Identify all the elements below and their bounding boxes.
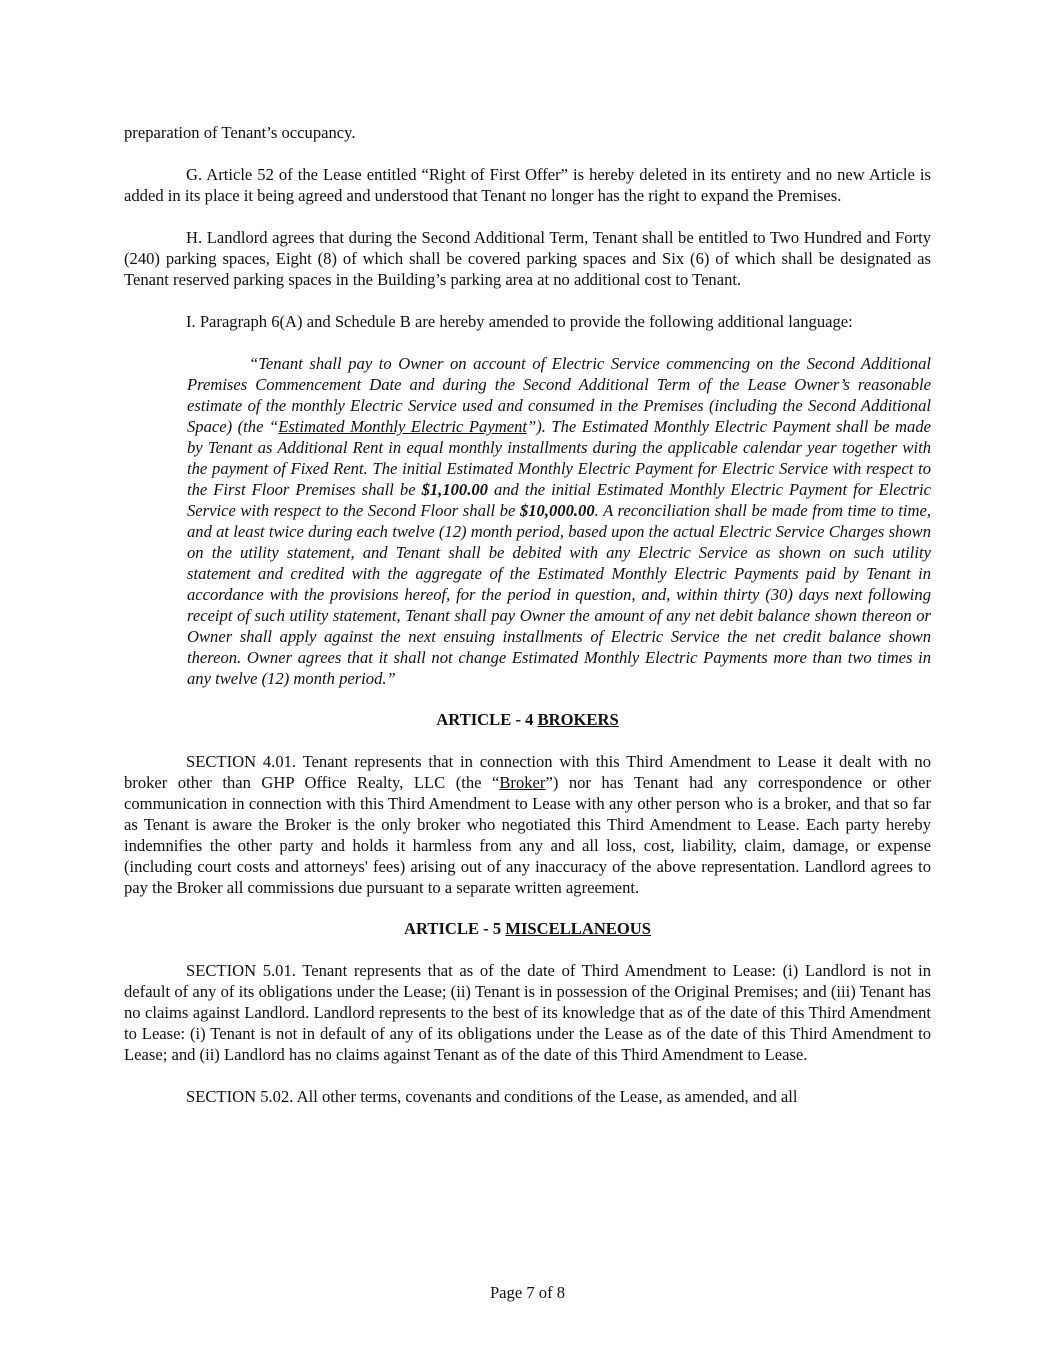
quote-amount-first-floor: $1,100.00	[421, 480, 488, 499]
quote-text-1: “Tenant shall pay to Owner on account of Electric Service commencing on the Second Additional Premises Commencement Date and during the Second Additional Term of the Lease Owner’s reasonable estimate of the monthly Electric Service used and consumed in the Premises (including the Second Additional Space) (the “	[187, 354, 931, 436]
document-body	[124, 122, 931, 1107]
section-4-01-text-2: ”) nor has Tenant had any correspondence or other communication in connection with this Third Amendment to Lease with any other person who is a broker, and that so far as Tenant is aware the Broker is the only broker who negotiated this Third Amendment to Lease. Each party hereby indemnifies the other party and holds it harmless from any and all loss, cost, liability, claim, damage, or expense (including court costs and attorneys' fees) arising out of any inaccuracy of the above representation. Landlord agrees to pay the Broker all commissions due pursuant to a separate written agreement.	[124, 773, 931, 897]
paragraph-g: G. Article 52 of the Lease entitled “Right of First Offer” is hereby deleted in its entirety and no new Article is added in its place it being agreed and understood that Tenant no longer has the right to expand the Premises.	[124, 165, 931, 205]
electric-payment-quote	[187, 353, 931, 689]
article-4-prefix: ARTICLE - 4	[436, 710, 538, 729]
article-5-title: MISCELLANEOUS	[505, 919, 651, 938]
section-4-01	[124, 751, 931, 898]
section-4-01-text-1: SECTION 4.01. Tenant represents that in connection with this Third Amendment to Lease it dealt with no broker other than GHP Office Realty, LLC (the “	[124, 752, 931, 792]
page-number: Page 7 of 8	[489, 1283, 566, 1302]
paragraph-i: I. Paragraph 6(A) and Schedule B are hereby amended to provide the following additional language:	[186, 312, 853, 331]
broker-defined-term: Broker	[499, 773, 546, 792]
article-4-heading	[124, 709, 931, 730]
quote-amount-second-floor: $10,000.00	[519, 501, 595, 520]
paragraph-f-continuation: preparation of Tenant’s occupancy.	[124, 123, 356, 142]
quote-text-4: . A reconciliation shall be made from time to time, and at least twice during each twelve (12) month period, based upon the actual Electric Service Charges shown on the utility statement, and Tenant shall be debited with any Electric Service as shown on such utility statement and credited with the aggregate of the Estimated Monthly Electric Payments paid by Tenant in accordance with the provisions hereof, for the period in question, and, within thirty (30) days next following receipt of such utility statement, Tenant shall pay Owner the amount of any net debit balance shown thereon or Owner shall apply against the next ensuing installments of Electric Service the net credit balance shown thereon. Owner agrees that it shall not change Estimated Monthly Electric Payments more than two times in any twelve (12) month period.”	[187, 501, 931, 688]
article-4-title: BROKERS	[537, 710, 619, 729]
quote-defined-term: Estimated Monthly Electric Payment	[278, 417, 527, 436]
section-5-01: SECTION 5.01. Tenant represents that as of the date of Third Amendment to Lease: (i) Landlord is not in default of any of its obligations under the Lease; (ii) Tenant is in possession of the Original Premises; and (iii) Tenant has no claims against Landlord. Landlord represents to the best of its knowledge that as of the date of this Third Amendment to Lease: (i) Tenant is not in default of any of its obligations under the Lease as of the date of this Third Amendment to Lease; and (ii) Landlord has no claims against Tenant as of the date of this Third Amendment to Lease.	[124, 961, 931, 1064]
section-5-02: SECTION 5.02. All other terms, covenants and conditions of the Lease, as amended, and all	[186, 1087, 798, 1106]
quote-text-3: and the initial Estimated Monthly Electric Payment for Electric Service with respect to the Second Floor shall be	[187, 480, 931, 520]
paragraph-h: H. Landlord agrees that during the Second Additional Term, Tenant shall be entitled to Two Hundred and Forty (240) parking spaces, Eight (8) of which shall be covered parking spaces and Six (6) of which shall be designated as Tenant reserved parking spaces in the Building’s parking area at no additional cost to Tenant.	[124, 228, 931, 289]
article-5-prefix: ARTICLE - 5	[404, 919, 506, 938]
quote-text-2: ”). The Estimated Monthly Electric Payment shall be made by Tenant as Additional Rent in equal monthly installments during the applicable calendar year together with the payment of Fixed Rent. The initial Estimated Monthly Electric Payment for Electric Service with respect to the First Floor Premises shall be	[187, 417, 931, 499]
article-5-heading	[124, 918, 931, 939]
